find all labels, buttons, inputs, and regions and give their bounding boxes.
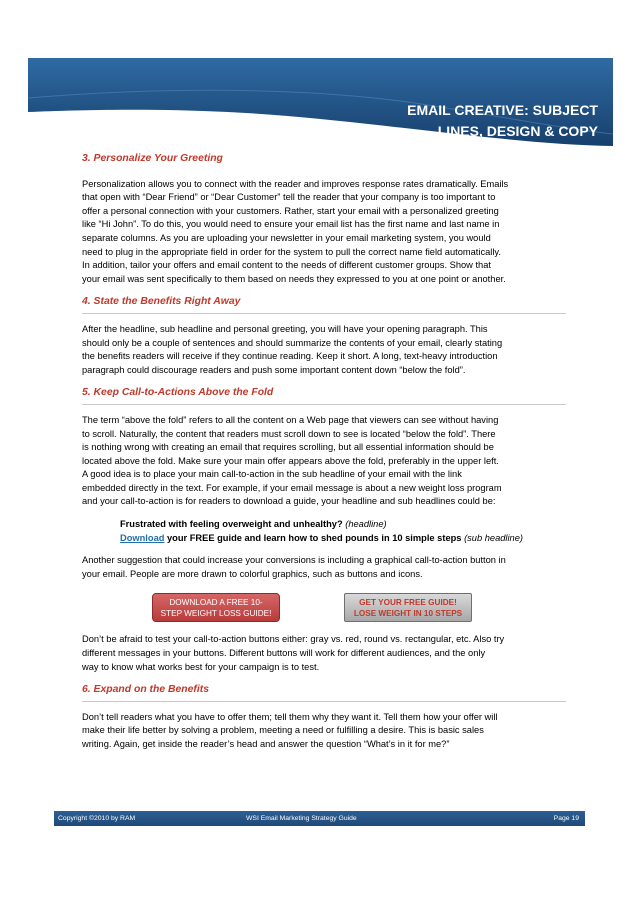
button-label-line: STEP WEIGHT LOSS GUIDE! <box>160 608 272 618</box>
download-link[interactable]: Download <box>120 532 165 543</box>
page-footer <box>54 811 585 826</box>
section-heading-call-to-actions: 5. Keep Call-to-Actions Above the Fold <box>82 387 274 399</box>
section-heading-expand-benefits: 6. Expand on the Benefits <box>82 684 210 696</box>
text-line: different messages in your buttons. Different buttons will work for different audiences, and the only <box>82 648 486 659</box>
example-subheadline <box>120 532 566 546</box>
text-line: that open with “Dear Friend” or “Dear Customer” tell the reader that your company is too important to <box>82 192 496 203</box>
footer-copyright: Copyright ©2010 by RAM <box>58 815 136 822</box>
text-line: In addition, tailor your offers and email content to the needs of different customer groups. Show that <box>82 260 491 271</box>
text-line: The term “above the fold” refers to all the content on a Web page that viewers can see without having <box>82 414 499 425</box>
text-line: need to plug in the appropriate field in order for the system to pull the correct name field automatically. <box>82 246 501 257</box>
download-guide-button-red[interactable] <box>152 593 280 622</box>
button-label-line: GET YOUR FREE GUIDE! <box>359 597 457 607</box>
text-line: Don’t tell readers what you have to offer them; tell them why they want it. Tell them how your offer will <box>82 711 498 722</box>
text-line: writing. Again, get inside the reader’s head and answer the question “What’s in it for me?” <box>82 739 450 749</box>
button-label-line: DOWNLOAD A FREE 10- <box>169 597 263 607</box>
get-guide-button-gray[interactable] <box>344 593 472 622</box>
text-line: and your call-to-action is for readers to download a guide, your headline and sub headlines could be: <box>82 496 496 507</box>
text-line: A good idea is to place your main call-to-action in the sub headline of your email with the link <box>82 469 462 480</box>
text-line: your email. People are more drawn to colorful graphics, such as buttons and icons. <box>82 568 423 579</box>
page-title-line2: LINES, DESIGN & COPY <box>437 123 598 139</box>
text-line: Don’t be afraid to test your call-to-action buttons either: gray vs. red, round vs. rectangular, etc. Also try <box>82 634 505 645</box>
example-headline <box>120 518 566 532</box>
text-line: separate columns. As you are uploading your newsletter in your email marketing system, you would <box>82 232 491 243</box>
footer-page-number: Page 19 <box>553 815 579 822</box>
text-line: like “Hi John”. To do this, you would need to ensure your email list has the first name and last name in <box>82 219 500 230</box>
text-line: should only be a couple of sentences and should summarize the contents of your email, clearly stating <box>82 337 503 348</box>
text-line: Personalization allows you to connect with the reader and improves response rates dramatically. Emails <box>82 178 509 189</box>
text-line: After the headline, sub headline and personal greeting, you will have your opening paragraph. This <box>82 323 488 334</box>
example-headline-tag: (headline) <box>345 519 387 530</box>
example-sub-text: your FREE guide and learn how to shed pounds in 10 simple steps <box>167 532 462 543</box>
main-content <box>82 152 566 752</box>
section-heading-benefits: 4. State the Benefits Right Away <box>82 296 241 308</box>
text-line: the benefits readers will receive if they continue reading. Keep it short. A long, text-heavy introduction <box>82 351 498 362</box>
text-line: your email was sent specifically to them based on needs they expressed to you at one point or another. <box>82 273 506 284</box>
text-line: paragraph could discourage readers and push some important content down “below the fold”. <box>82 364 466 375</box>
page-title-line1: EMAIL CREATIVE: SUBJECT <box>407 102 598 118</box>
example-headline-text: Frustrated with feeling overweight and unhealthy? <box>120 519 343 530</box>
button-label-line: LOSE WEIGHT IN 10 STEPS <box>353 608 463 618</box>
section-body-call-to-actions <box>82 414 566 509</box>
section-body-benefits <box>82 323 566 377</box>
text-line: make their life better by solving a problem, meeting a need or fulfilling a desire. This is basic sales <box>82 725 484 736</box>
text-line: located above the fold. Make sure your main offer appears above the fold, preferably in the upper left. <box>82 455 499 466</box>
text-line: Another suggestion that could increase your conversions is including a graphical call-to-action button in <box>82 555 506 566</box>
section-body-personalize <box>82 178 566 287</box>
cta-button-examples <box>82 593 566 633</box>
text-line: to scroll. Naturally, the content that readers must scroll down to see is located “below the fold”. There <box>82 428 496 439</box>
text-line: is nothing wrong with creating an email that requires scrolling, but all essential information should be <box>82 442 494 453</box>
text-line: offer a personal connection with your customers. Rather, start your email with a personalized greeting <box>82 205 499 216</box>
section-body-testing <box>82 633 566 674</box>
text-line: way to know what works best for your campaign is to test. <box>82 661 320 672</box>
section-heading-personalize: 3. Personalize Your Greeting <box>82 153 223 164</box>
footer-guide-title: WSI Email Marketing Strategy Guide <box>246 815 357 822</box>
section-body-expand-benefits <box>82 711 566 752</box>
section-body-graphical-cta <box>82 554 566 581</box>
example-sub-tag: (sub headline) <box>464 532 523 543</box>
text-line: embedded directly in the text. For example, if your email message is about a new weight loss program <box>82 482 502 493</box>
page-title <box>338 100 598 142</box>
example-headlines <box>120 518 566 545</box>
